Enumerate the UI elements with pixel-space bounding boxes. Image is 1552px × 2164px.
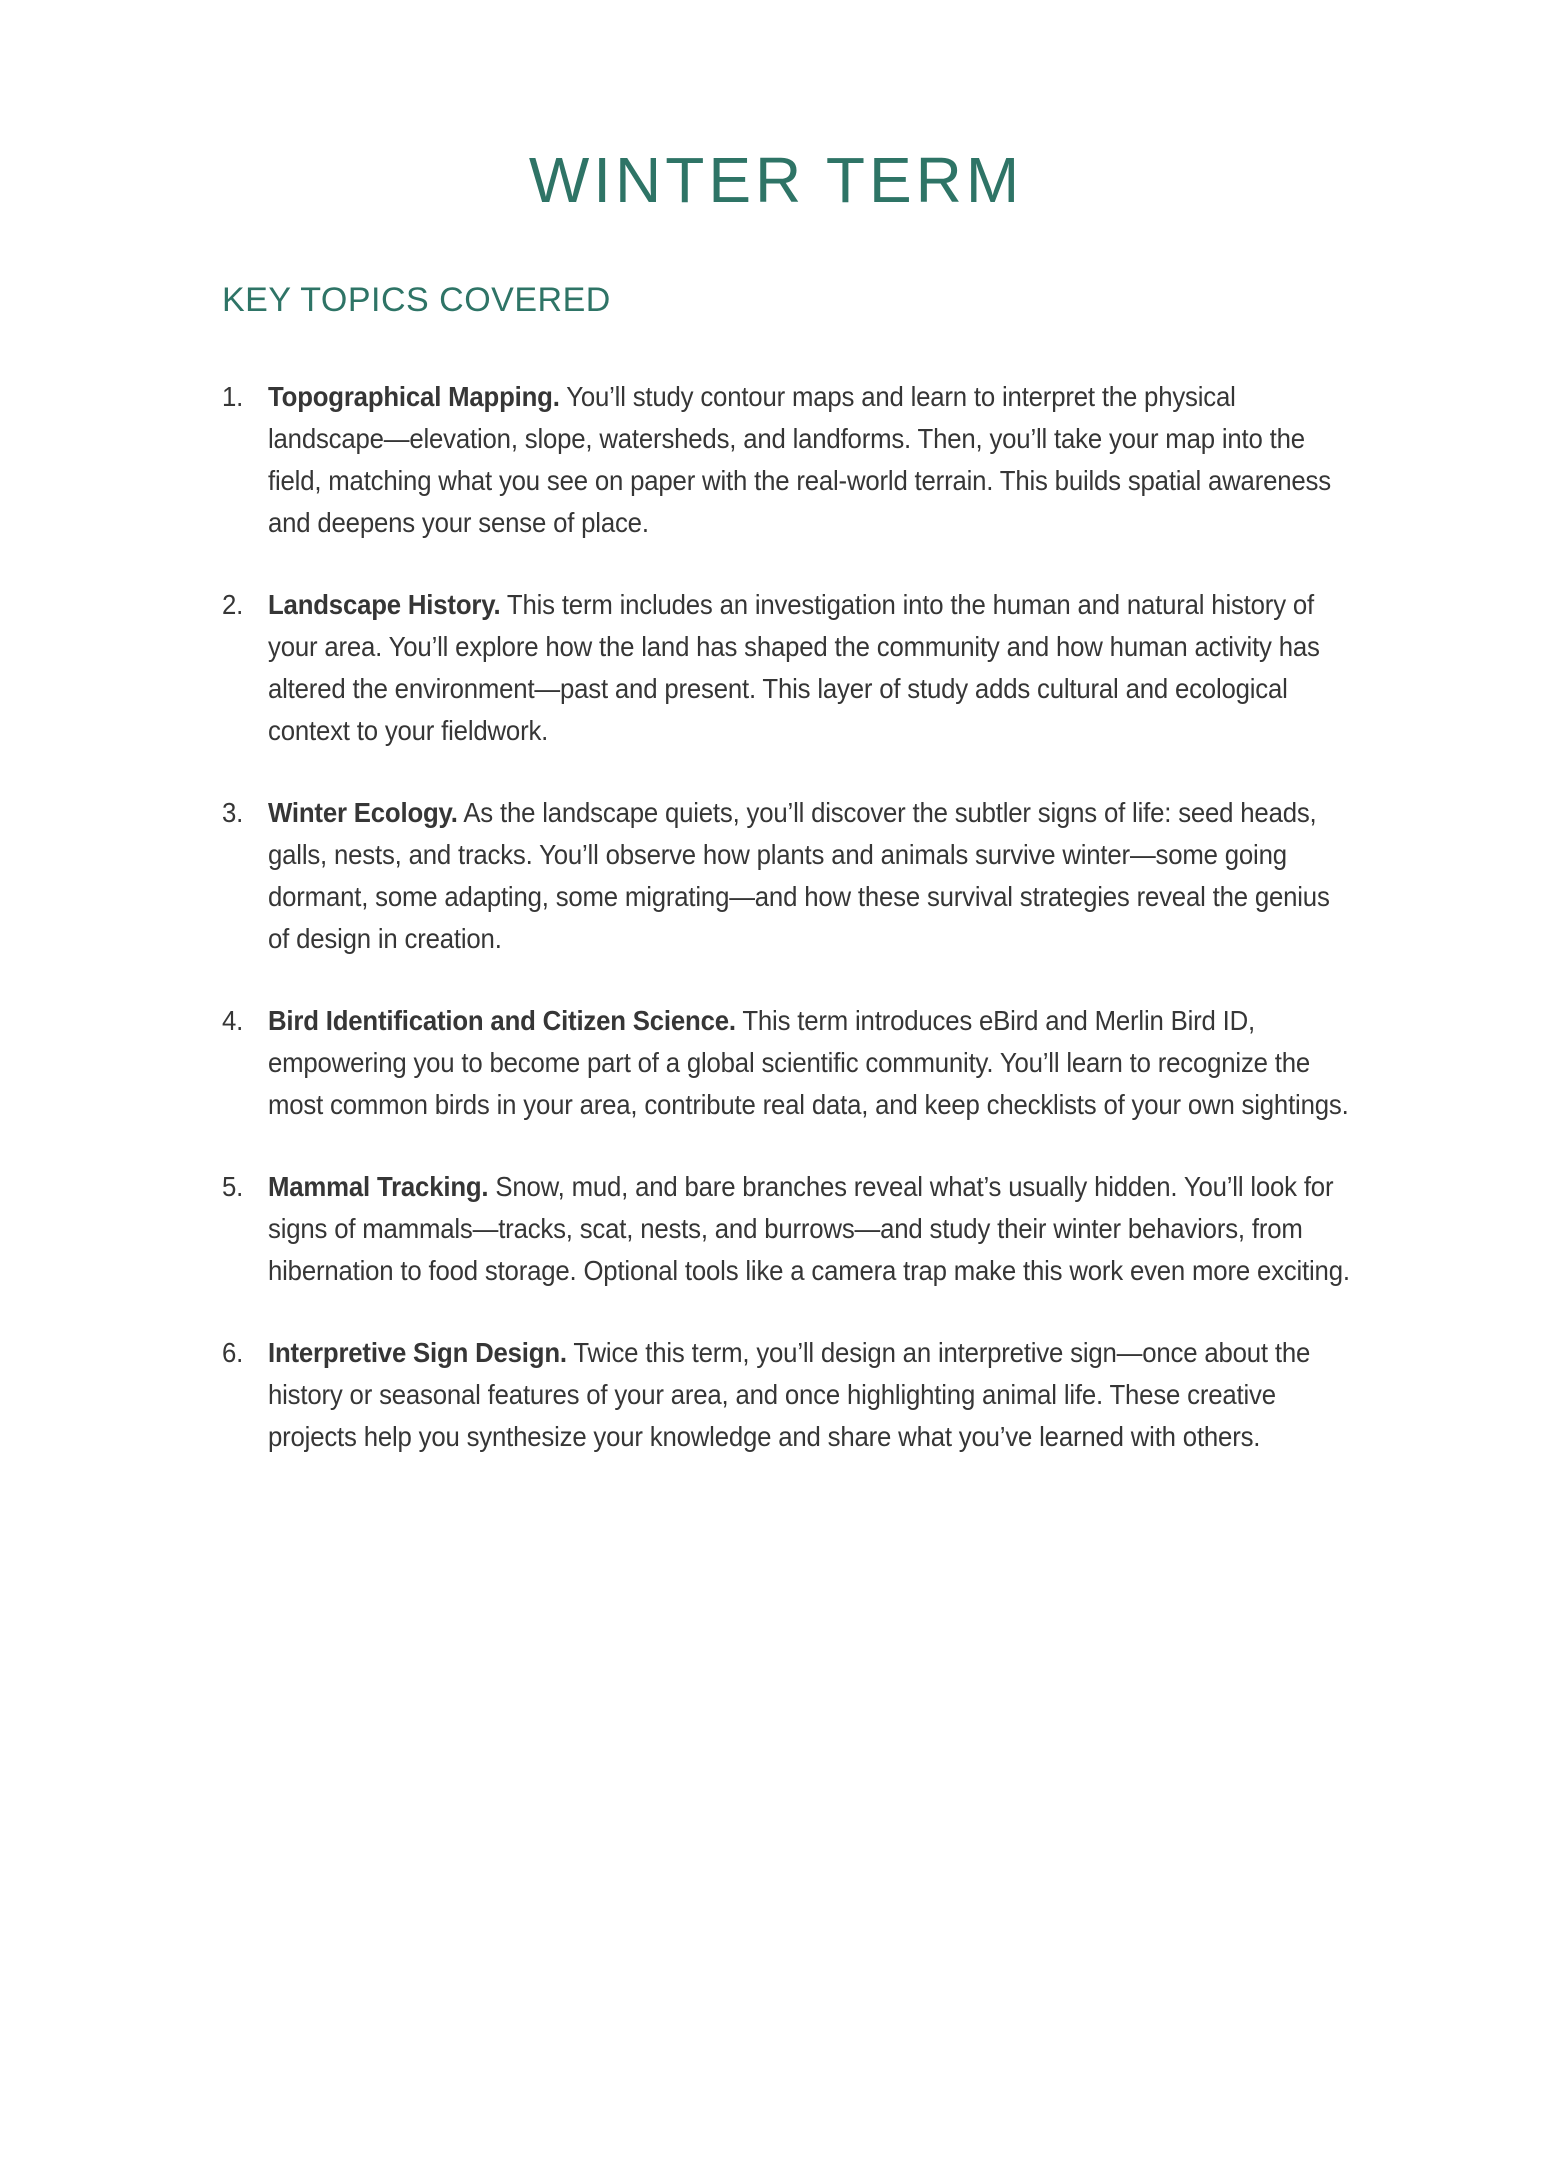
- topic-text: [268, 584, 1350, 752]
- topic-item: [222, 1000, 1350, 1126]
- topic-number: 6.: [222, 1336, 244, 1368]
- topic-item: [222, 792, 1350, 960]
- topic-number: 2.: [222, 588, 244, 620]
- topic-text: [268, 1332, 1350, 1458]
- topic-text: [268, 1166, 1350, 1292]
- section-heading: KEY TOPICS COVERED: [222, 281, 611, 319]
- topic-item: [222, 376, 1350, 544]
- topic-description: This term introduces eBird and Merlin Bird ID, empowering you to become part of a global scientific community. You’ll learn to recognize the most common birds in your area, contribute real data, and keep checklists of your own sightings.: [268, 1004, 1349, 1120]
- topic-text: [268, 376, 1350, 544]
- topic-number: 4.: [222, 1004, 244, 1036]
- topic-description: Snow, mud, and bare branches reveal what’s usually hidden. You’ll look for signs of mammals—tracks, scat, nests, and burrows—and study their winter behaviors, from hibernation to food storage. Optional tools like a camera trap make this work even more exciting.: [268, 1170, 1350, 1286]
- document-page: [0, 144, 1552, 2164]
- topic-description: As the landscape quiets, you’ll discover the subtler signs of life: seed heads, galls, nests, and tracks. You’ll observe how plants and animals survive winter—some going dormant, some adapting, some migrating—and how these survival strategies reveal the genius of design in creation.: [268, 796, 1330, 954]
- topics-list: [222, 376, 1350, 1458]
- topic-title: Winter Ecology.: [268, 796, 458, 828]
- topic-item: [222, 584, 1350, 752]
- topic-item: [222, 1332, 1350, 1458]
- topic-number: 1.: [222, 380, 244, 412]
- page-title: WINTER TERM: [528, 144, 1024, 216]
- topic-number: 5.: [222, 1170, 244, 1202]
- topic-number: 3.: [222, 796, 244, 828]
- topic-item: [222, 1166, 1350, 1292]
- topic-text: [268, 1000, 1350, 1126]
- topic-title: Bird Identification and Citizen Science.: [268, 1004, 736, 1036]
- topic-text: [268, 792, 1350, 960]
- topic-title: Mammal Tracking.: [268, 1170, 489, 1202]
- topic-description: This term includes an investigation into the human and natural history of your area. You’ll explore how the land has shaped the community and how human activity has altered the environment—past and present. This layer of study adds cultural and ecological context to your fieldwork.: [268, 588, 1320, 746]
- topic-description: You’ll study contour maps and learn to interpret the physical landscape—elevation, slope, watersheds, and landforms. Then, you’ll take your map into the field, matching what you see on paper with the real-world terrain. This builds spatial awareness and deepens your sense of place.: [268, 380, 1331, 538]
- topic-title: Interpretive Sign Design.: [268, 1336, 567, 1368]
- topic-title: Topographical Mapping.: [268, 380, 560, 412]
- topic-title: Landscape History.: [268, 588, 501, 620]
- topic-description: Twice this term, you’ll design an interpretive sign—once about the history or seasonal features of your area, and once highlighting animal life. These creative projects help you synthesize your knowledge and share what you’ve learned with others.: [268, 1336, 1311, 1452]
